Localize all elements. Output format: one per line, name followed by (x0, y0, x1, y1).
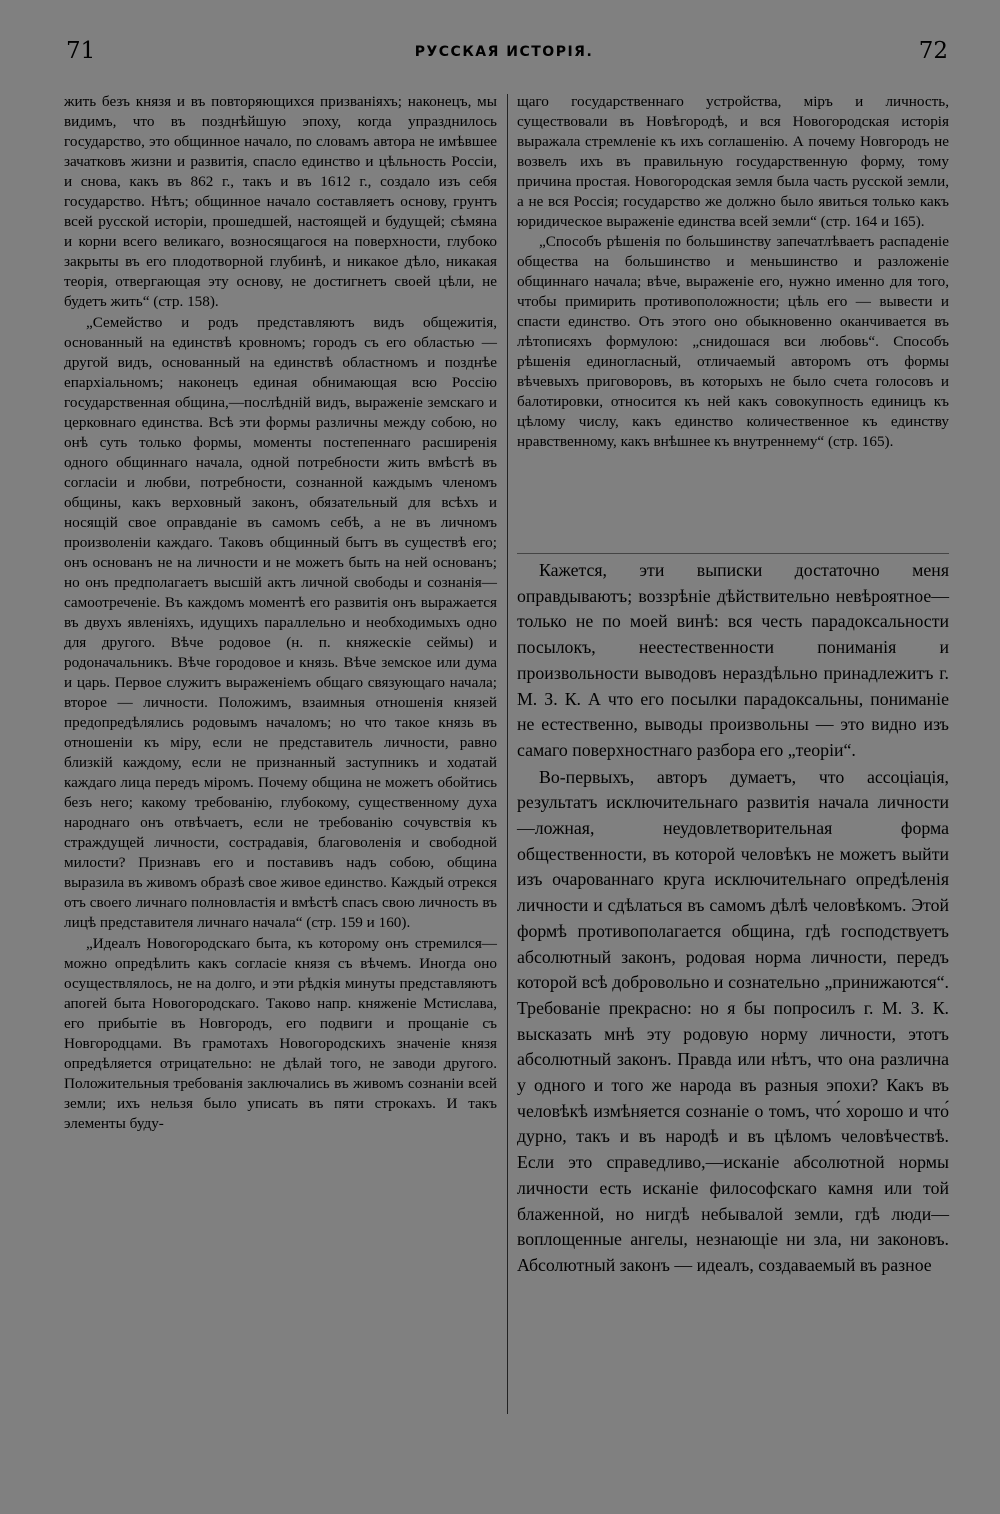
paragraph: „Семейство и родъ представляютъ видъ общежитія, основанный на единствѣ кровномъ; городъ съ его областью — другой видъ, основанный на единствѣ областномъ и позднѣе епархіальномъ; наконецъ единая обнимающая всю Россію государственная община,—послѣдній видъ, выраженіе земскаго и церковнаго единства. Всѣ эти формы различны между собою, но онѣ суть только формы, моменты постепеннаго расширенія одного общиннаго начала, одной потребности жить вмѣстѣ въ согласіи и любви, потребности, сознанной каждымъ членомъ общины, какъ верховный законъ, обязательный для всѣхъ и носящій свое оправданіе въ самомъ себѣ, а не въ личномъ произволеніи каждаго. Таковъ общинный бытъ въ существѣ его; онъ основанъ не на личности и не можетъ быть на ней основанъ; но онъ предполагаетъ высшій актъ личной свободы и сознанія—самоотреченіе. Въ каждомъ моментѣ его развитія онъ выражается въ двухъ явленіяхъ, идущихъ параллельно и необходимыхъ одно для другого. Вѣче родовое (н. п. княжескіе сеймы) и родоначальникъ. Вѣче городовое и князь. Вѣче земское или дума и царь. Первое служитъ выраженіемъ общаго связующаго начала; второе — личности. Положимъ, взаимныя отношенія князей предопредѣлялись родовымъ началомъ; но что такое князь въ отношеніи къ міру, если не представитель личности, равно близкій каждому, если не признанный заступникъ и ходатай каждаго лица передъ міромъ. Почему община не можетъ обойтись безъ него; какому требованію, глубокому, существенному духа народнаго онъ отвѣчаетъ, если не требованію сочувствія къ страждущей личности, сострадавія, благоволенія и свободной милости? Признавъ его и поставивъ надъ собою, община выразила въ живомъ образѣ свое живое единство. Каждый отрекся отъ своего личнаго полновластія и вмѣстѣ спасъ свою личность въ лицѣ представителя личнаго начала“ (стр. 159 и 160). (64, 314, 497, 931)
right-column-quote (517, 92, 949, 452)
paragraph: „Идеалъ Новогородскаго быта, къ которому онъ стремился—можно опредѣлить какъ согласіе князя съ вѣчемъ. Иногда оно осуществлялось, не на долго, и эти рѣдкія минуты представляютъ апогей быта Новогородскаго. Таково напр. княженіе Мстислава, его прибытіе въ Новгородъ, его подвиги и прощаніе съ Новгородцами. Въ грамотахъ Новогородскихъ значеніе князя опредѣляется отрицательно: не дѣлай того, не заводи другого. Положительныя требованія заключались въ живомъ сознаніи всей земли; ихъ нельзя было уписать въ пяти строкахъ. И такъ элементы буду- (64, 935, 497, 1132)
paragraph: жить безъ князя и въ повторяющихся призваніяхъ; наконецъ, мы видимъ, что въ позднѣйшую эпоху, когда упразднилось государство, это общинное начало, по словамъ автора не имѣвшее зачатковъ жизни и развитія, спасло единство и цѣльность Россіи, и снова, какъ въ 862 г., такъ и въ 1612 г., создало изъ себя государство. Нѣтъ; общинное начало составляетъ основу, грунтъ всей русской исторіи, прошедшей, настоящей и будущей; сѣмяна и корни всего великаго, возносящагося на поверхности, глубоко закрыты въ его плодотворной глубинѣ, и никакое дѣло, никакая теорія, отвергающая эту основу, не достигнетъ своей цѣли, не будетъ жить“ (стр. 158). (64, 93, 497, 310)
running-title: РУССКАЯ ИСТОРІЯ. (414, 44, 594, 60)
page-header (60, 38, 948, 70)
left-column (64, 92, 497, 1134)
section-divider (517, 553, 949, 554)
page-number-left: 71 (66, 38, 96, 64)
column-divider (507, 94, 508, 1414)
right-column-main (517, 557, 949, 1279)
paragraph: Во-первыхъ, авторъ думаетъ, что ассоціація, результатъ исключительнаго развитія начала личности—ложная, неудовлетворительная форма общественности, въ которой человѣкъ не можетъ выйти изъ очарованнаго круга исключительнаго опредѣленія личности и сдѣлаться въ самомъ дѣлѣ человѣкомъ. Этой формѣ противополагается община, гдѣ господствуетъ абсолютный законъ, родовая норма личности, передъ которой всѣ добровольно и сознательно „принижаются“. Требованіе прекрасно: но я бы попросилъ г. М. З. К. высказать мнѣ эту родовую норму личности, этотъ абсолютный законъ. Правда или нѣтъ, что она различна у одного и того же народа въ разныя эпохи? Какъ въ человѣкѣ измѣняется сознаніе о томъ, что́ хорошо и что́ дурно, такъ и въ народѣ и въ цѣломъ человѣчествѣ. Если это справедливо,—исканіе абсолютной нормы личности есть исканіе философскаго камня или той блаженной, но нигдѣ небывалой земли, гдѣ люди—воплощенные ангелы, незнающіе ни зла, ни законовъ. Абсолютный законъ — идеалъ, создаваемый въ разное (517, 766, 949, 1275)
paragraph: „Способъ рѣшенія по большинству запечатлѣваетъ распаденіе общества на большинство и меньшинство и разложеніе общиннаго начала; вѣче, выраженіе его, нужно именно для того, чтобы примирить противоположности; цѣль его — вывести и спасти единство. Отъ этого оно обыкновенно оканчивается въ лѣтописяхъ формулою: „снидошася вси любовь“. Способъ рѣшенія единогласный, отличаемый авторомъ отъ формы вѣчевыхъ приговоровъ, въ которыхъ не было счета голосовъ и балотировки, относится къ ней какъ совокупность единицъ къ цѣлому числу, какъ единство количественное къ единству нравственному, какъ внѣшнее къ внутреннему“ (стр. 165). (517, 233, 949, 450)
paragraph: щаго государственнаго устройства, міръ и личность, существовали въ Новѣгородѣ, и вся Новогородская исторія выражала стремленіе къ ихъ соглашенію. А почему Новгородъ не возвелъ ихъ въ правильную государственную форму, тому причина простая. Новогородская земля была часть русской земли, а не вся Россія; государство же должно было явиться только какъ юридическое выраженіе единства всей земли“ (стр. 164 и 165). (517, 93, 949, 230)
paragraph: Кажется, эти выписки достаточно меня оправдываютъ; воззрѣніе дѣйствительно невѣроятное—только не по моей винѣ: вся честь парадоксальности посылокъ, неестественности пониманія и произвольности выводовъ нераздѣльно принадлежитъ г. М. З. К. А что его посылки парадоксальны, пониманіе не естественно, выводы произвольны — это видно изъ самаго поверхностнаго разбора его „теоріи“. (517, 560, 949, 760)
page-number-right: 72 (918, 38, 948, 64)
